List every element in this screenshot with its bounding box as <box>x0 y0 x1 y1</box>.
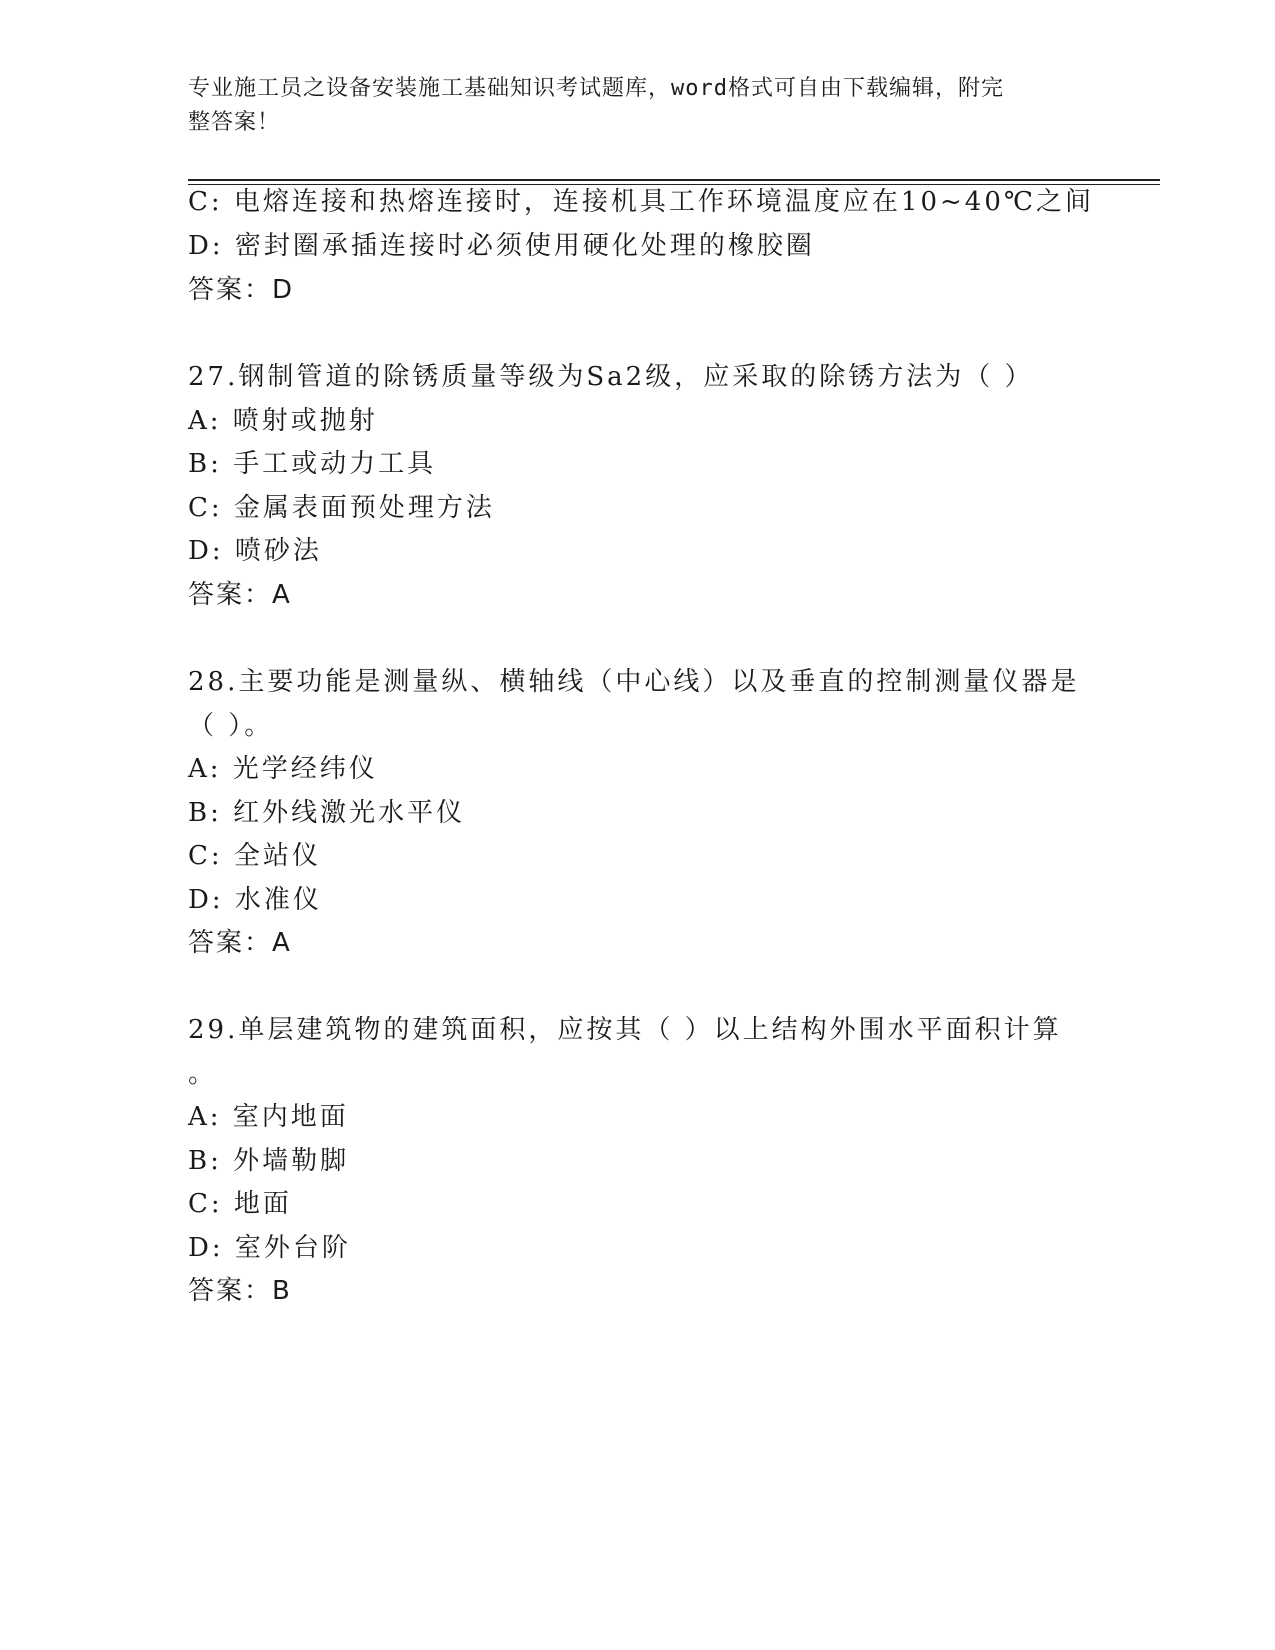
question-29-option-b: B: 外墙勒脚 <box>188 1146 350 1176</box>
document-header <box>188 72 1068 140</box>
question-29-option-c: C: 地面 <box>188 1189 292 1219</box>
question-27-option-a: A: 喷射或抛射 <box>188 406 378 436</box>
question-27-stem: 27.钢制管道的除锈质量等级为Sa2级，应采取的除锈方法为（ ） <box>188 362 1034 392</box>
question-28-option-c: C: 全站仪 <box>188 841 321 871</box>
question-29-stem-cont: 。 <box>188 1059 218 1089</box>
question-27-option-c: C: 金属表面预处理方法 <box>188 493 495 523</box>
question-27-option-d: D: 喷砂法 <box>188 536 322 566</box>
question-28-option-d: D: 水准仪 <box>188 885 322 915</box>
prev-option-c: C: 电熔连接和热熔连接时，连接机具工作环境温度应在10~40℃之间 <box>188 187 1094 217</box>
header-line-2: 整答案！ <box>188 110 281 135</box>
header-line-1: 专业施工员之设备安装施工基础知识考试题库，word格式可自由下载编辑，附完 <box>188 76 1004 101</box>
question-28-stem: 28.主要功能是测量纵、横轴线（中心线）以及垂直的控制测量仪器是 <box>188 667 1080 697</box>
question-28-option-b: B: 红外线激光水平仪 <box>188 798 466 828</box>
question-28-option-a: A: 光学经纬仪 <box>188 754 378 784</box>
question-29-option-a: A: 室内地面 <box>188 1102 349 1132</box>
question-29-stem: 29.单层建筑物的建筑面积，应按其（ ）以上结构外围水平面积计算 <box>188 1015 1062 1045</box>
header-divider-thick <box>188 179 1160 181</box>
question-27-option-b: B: 手工或动力工具 <box>188 449 437 479</box>
question-29-answer: 答案：B <box>188 1276 292 1306</box>
question-27-answer: 答案：A <box>188 580 292 610</box>
question-28-stem-cont: （ ）。 <box>188 711 274 741</box>
question-29-option-d: D: 室外台阶 <box>188 1233 351 1263</box>
prev-answer: 答案：D <box>188 275 295 305</box>
question-28-answer: 答案：A <box>188 928 292 958</box>
prev-option-d: D: 密封圈承插连接时必须使用硬化处理的橡胶圈 <box>188 231 815 261</box>
